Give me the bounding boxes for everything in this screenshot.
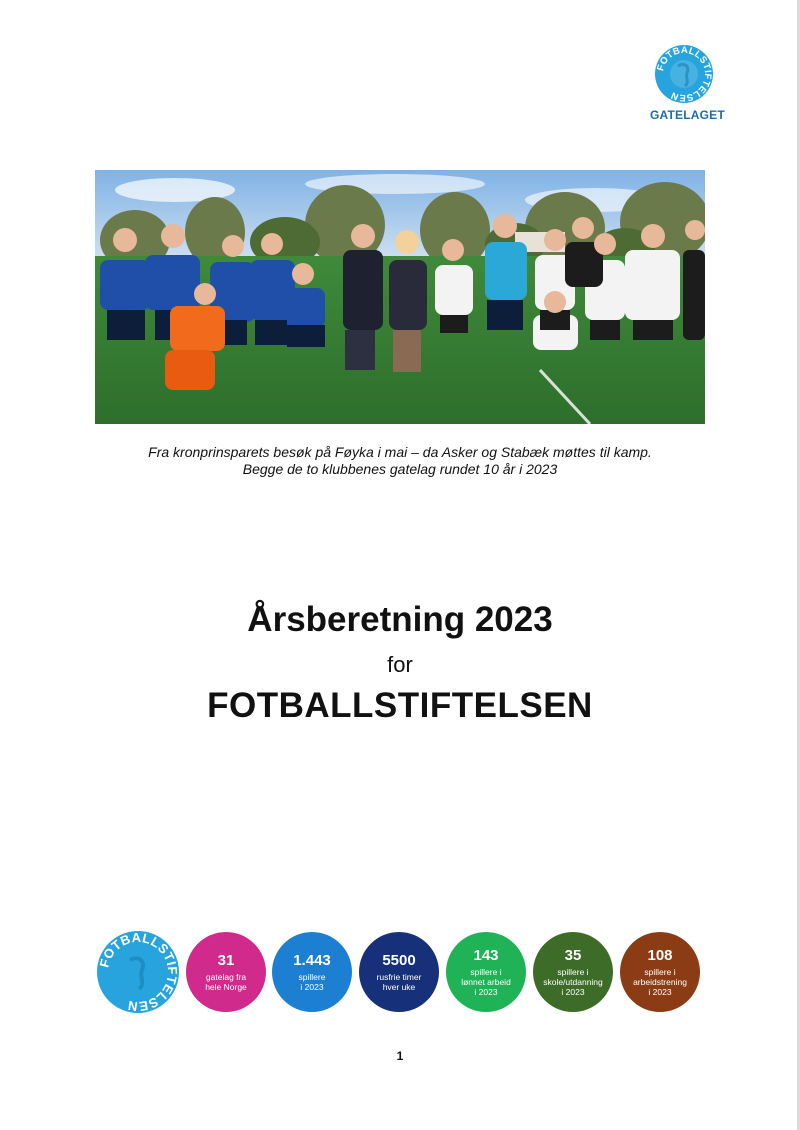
team-photo-icon	[95, 170, 705, 424]
svg-text:FOTBALLSTIFTELSEN: FOTBALLSTIFTELSEN	[96, 930, 180, 1014]
stat-value: 1.443	[293, 952, 331, 969]
title-for: for	[387, 652, 413, 677]
stat-label: spillere i lønnet arbeid i 2023	[461, 967, 511, 997]
fotballstiftelsen-logo-bottom	[96, 930, 180, 1014]
logo-ring-bottom-icon	[96, 930, 180, 1014]
stat-label: spillere i skole/utdanning i 2023	[543, 967, 603, 997]
caption-line-2: Begge de to klubbenes gatelag rundet 10 år i 2023	[242, 461, 558, 477]
organization-name: FOTBALLSTIFTELSEN	[207, 686, 593, 725]
stat-value: 143	[473, 947, 499, 964]
stat-rusfrie-timer	[359, 932, 439, 1012]
stat-value: 31	[217, 952, 235, 969]
caption-line-1: Fra kronprinsparets besøk på Føyka i mai – da Asker og Stabæk møttes til kamp.	[148, 444, 652, 460]
stat-label: rusfrie timer hver uke	[376, 972, 422, 992]
fotballstiftelsen-logo	[650, 44, 725, 122]
document-title: Årsberetning 2023	[247, 600, 553, 639]
stat-skole-utdanning	[533, 932, 613, 1012]
logo-ring-icon	[654, 44, 714, 104]
stat-value: 5500	[382, 952, 416, 969]
stat-value: 35	[564, 947, 582, 964]
stat-arbeidstrening	[620, 932, 700, 1012]
stat-gatelag	[186, 932, 266, 1012]
page-number: 1	[396, 1049, 404, 1063]
stat-spillere	[272, 932, 352, 1012]
stat-lonnet-arbeid	[446, 932, 526, 1012]
team-photo	[95, 170, 705, 424]
photo-caption	[60, 444, 740, 478]
logo-subtitle: GATELAGET	[650, 108, 725, 122]
svg-text:FOTBALLSTIFTELSEN: FOTBALLSTIFTELSEN	[655, 44, 714, 104]
stat-label: gatelag fra hele Norge	[205, 972, 247, 992]
stat-label: spillere i 2023	[298, 972, 326, 992]
stat-label: spillere i arbeidstrening i 2023	[633, 967, 687, 997]
stat-value: 108	[647, 947, 673, 964]
stats-row	[96, 930, 706, 1014]
